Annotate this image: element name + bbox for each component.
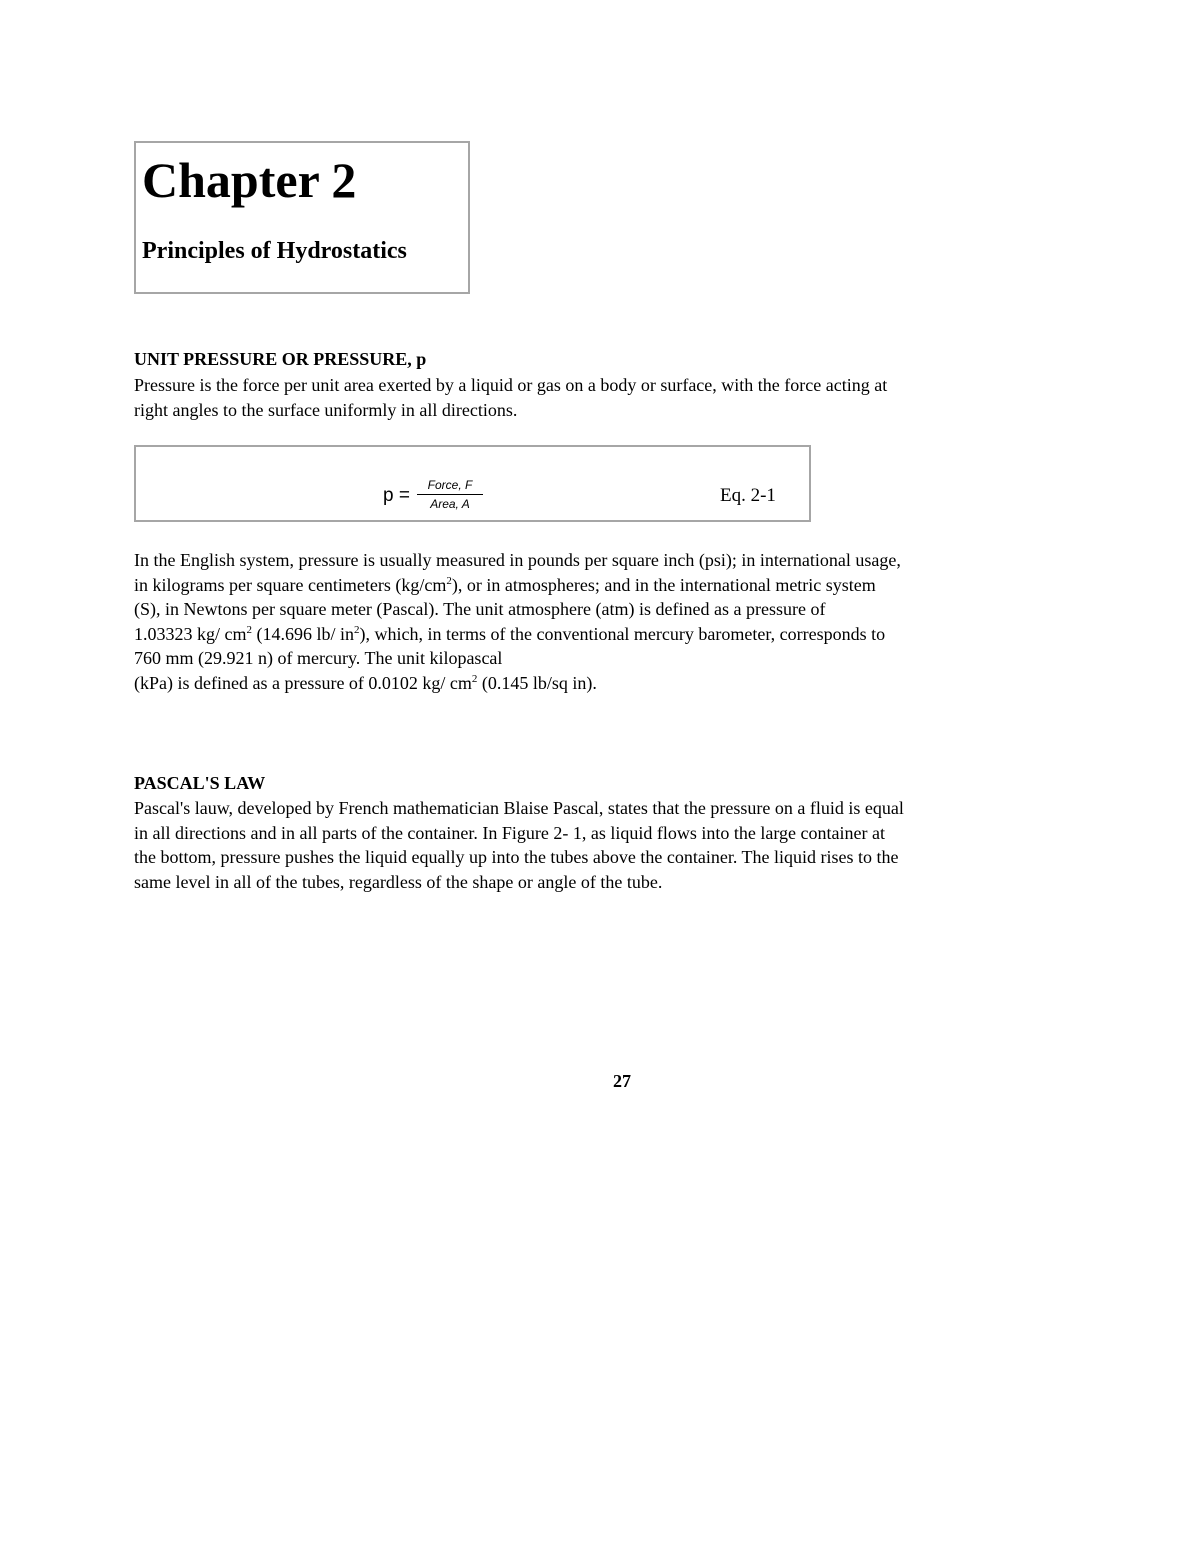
paragraph-line: (kPa) is defined as a pressure of 0.0102 kg/ $cm^2$ (0.145 lb/sq in). [134, 672, 597, 693]
equation-numerator: Force, F [427, 478, 473, 492]
pascals-law-paragraph [134, 796, 1064, 894]
fraction-bar [417, 494, 483, 495]
paragraph-line: Pressure is the force per unit area exerted by a liquid or gas on a body or surface, with the force acting at [134, 375, 888, 395]
paragraph-line: (S), in Newtons per square meter (Pascal). The unit atmosphere (atm) is defined as a pressure of [134, 599, 826, 620]
paragraph-line: in kilograms per square centimeters $(kg/cm^2)$, or in atmospheres; and in the international metric system [134, 574, 876, 595]
section-heading-unit-pressure: UNIT PRESSURE OR PRESSURE, p [134, 349, 427, 369]
equation-fraction [417, 478, 483, 511]
paragraph-line: 760 mm (29.921 n) of mercury. The unit kilopascal [134, 648, 503, 669]
page-number: 27 [613, 1071, 631, 1091]
paragraph-line: same level in all of the tubes, regardless of the shape or angle of the tube. [134, 871, 663, 892]
paragraph-line: in all directions and in all parts of the container. In Figure 2- 1, as liquid flows into the large container at [134, 822, 885, 843]
unit-pressure-definition [134, 373, 1064, 422]
chapter-subtitle: Principles of Hydrostatics [142, 238, 407, 264]
chapter-title: Chapter 2 [142, 152, 357, 208]
paragraph-line: Pascal's lauw, developed by French mathematician Blaise Pascal, states that the pressure on a fluid is equal [134, 798, 904, 818]
equation-label: Eq. 2-1 [720, 485, 776, 506]
section-heading-pascals-law: PASCAL'S LAW [134, 773, 266, 793]
paragraph-line: In the English system, pressure is usually measured in pounds per square inch (psi); in international usage, [134, 550, 901, 570]
pressure-units-paragraph [134, 548, 1064, 696]
paragraph-line: 1.03323 kg/ $cm^2$ (14.696 lb/ $in^2$), which, in terms of the conventional mercury barometer, corresponds to [134, 623, 886, 644]
equation-denominator: Area, A [430, 497, 470, 511]
equation-lhs: p = [383, 485, 410, 506]
paragraph-line: right angles to the surface uniformly in all directions. [134, 399, 518, 420]
paragraph-line: the bottom, pressure pushes the liquid equally up into the tubes above the container. The liquid rises to the [134, 847, 899, 868]
